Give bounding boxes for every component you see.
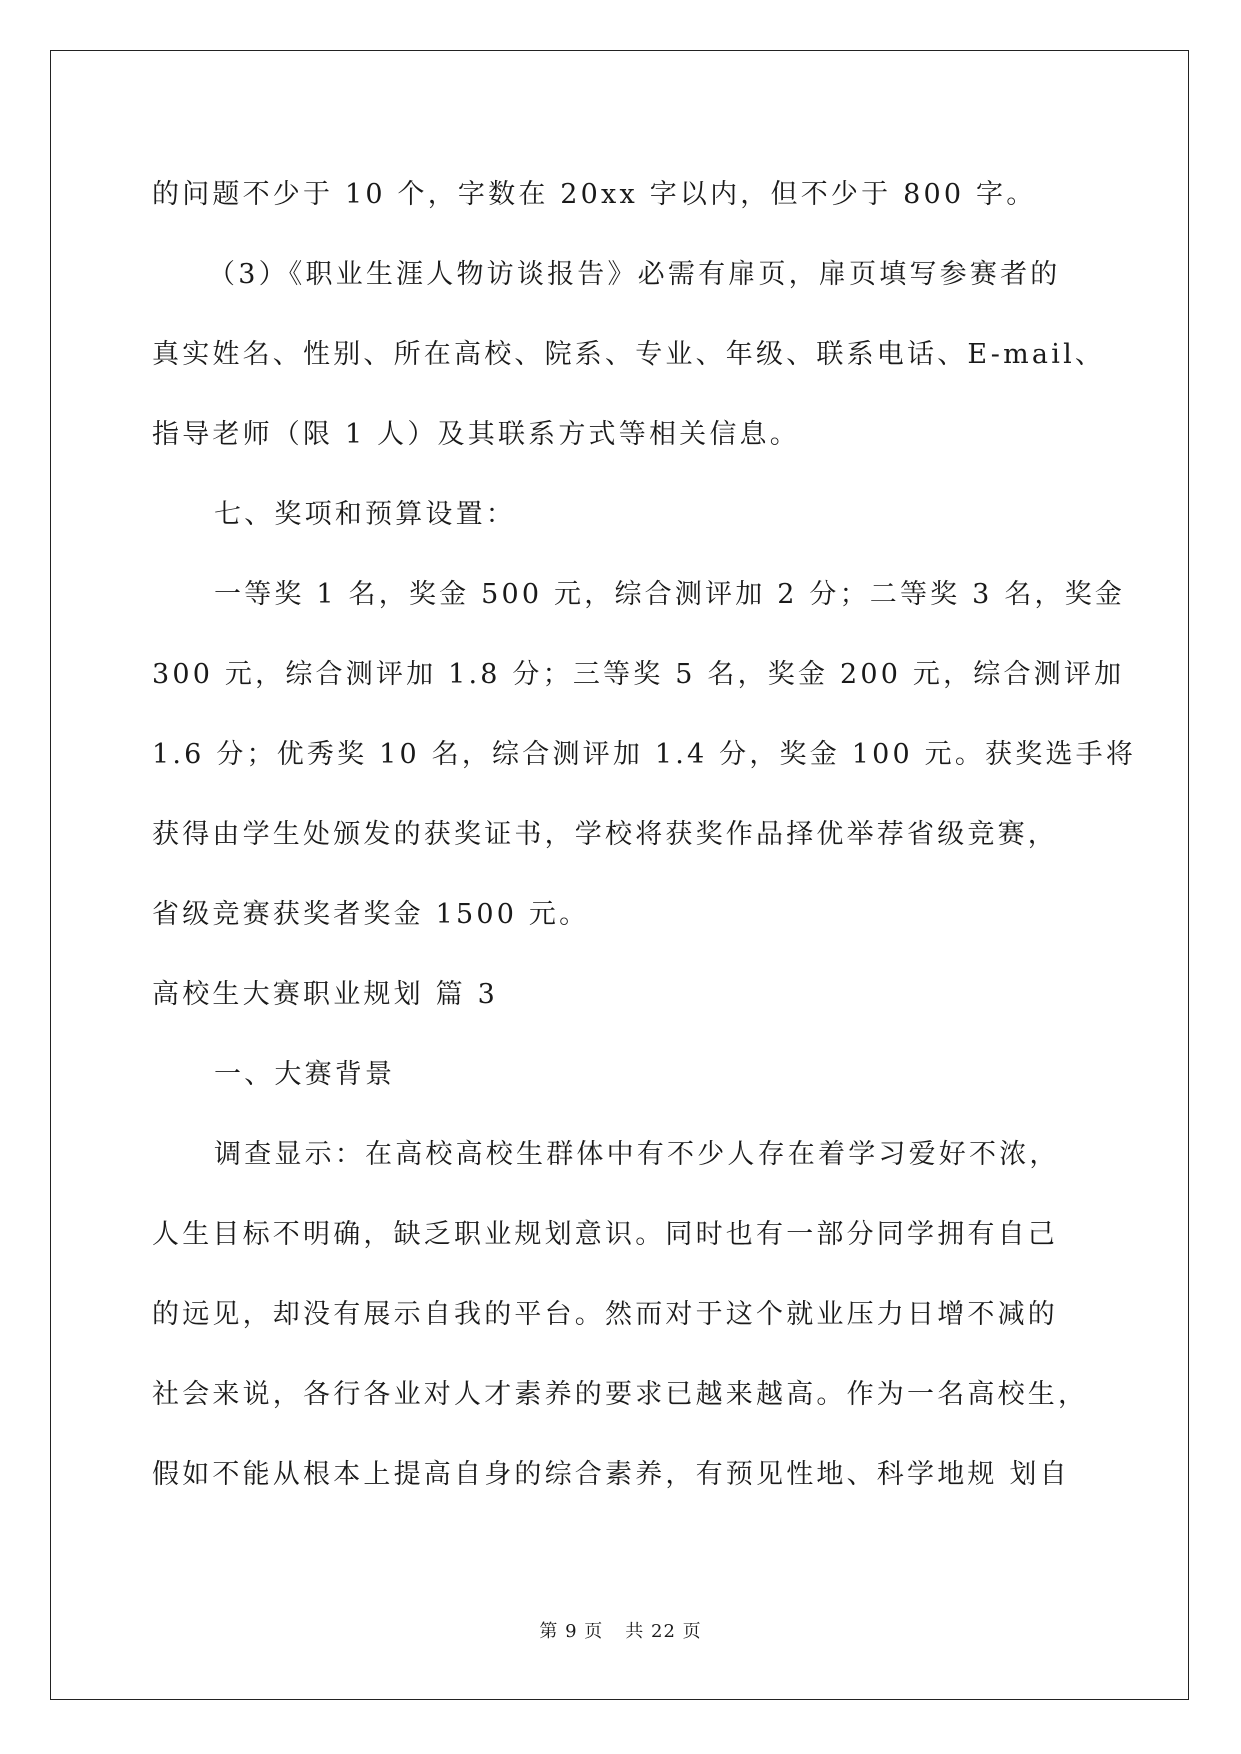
body-line-8: 1.6 分；优秀奖 10 名，综合测评加 1.4 分，奖金 100 元。获奖选手将: [152, 739, 1137, 770]
page-number-total: 共 22 页: [625, 1621, 702, 1642]
page-footer: [0, 1620, 1241, 1644]
body-line-7: 300 元，综合测评加 1.8 分；三等奖 5 名，奖金 200 元，综合测评加: [152, 659, 1125, 690]
body-line-15: 的远见，却没有展示自我的平台。然而对于这个就业压力日增不减的: [152, 1299, 1058, 1330]
body-line-13: 调查显示：在高校高校生群体中有不少人存在着学习爱好不浓，: [214, 1139, 1060, 1170]
section-heading-awards: 七、奖项和预算设置：: [214, 499, 516, 530]
body-line-1: 的问题不少于 10 个，字数在 20xx 字以内，但不少于 800 字。: [152, 179, 1037, 210]
body-line-6: 一等奖 1 名，奖金 500 元，综合测评加 2 分；二等奖 3 名，奖金: [214, 579, 1126, 610]
page-border: [50, 50, 1189, 1700]
body-line-17: 假如不能从根本上提高自身的综合素养，有预见性地、科学地规 划自: [152, 1459, 1070, 1490]
body-line-16: 社会来说，各行各业对人才素养的要求已越来越高。作为一名高校生，: [152, 1379, 1089, 1410]
body-line-14: 人生目标不明确，缺乏职业规划意识。同时也有一部分同学拥有自己: [152, 1219, 1058, 1250]
body-line-3: 真实姓名、性别、所在高校、院系、专业、年级、联系电话、E-mail、: [152, 339, 1106, 370]
body-line-10: 省级竞赛获奖者奖金 1500 元。: [152, 899, 590, 930]
article-title: 高校生大赛职业规划 篇 3: [152, 979, 498, 1010]
section-heading-background: 一、大赛背景: [214, 1059, 396, 1090]
body-line-4: 指导老师（限 1 人）及其联系方式等相关信息。: [152, 419, 800, 450]
body-line-9: 获得由学生处颁发的获奖证书，学校将获奖作品择优举荐省级竞赛，: [152, 819, 1058, 850]
page-number-current: 第 9 页: [539, 1621, 604, 1642]
body-line-2: （3）《职业生涯人物访谈报告》必需有扉页，扉页填写参赛者的: [208, 259, 1061, 290]
